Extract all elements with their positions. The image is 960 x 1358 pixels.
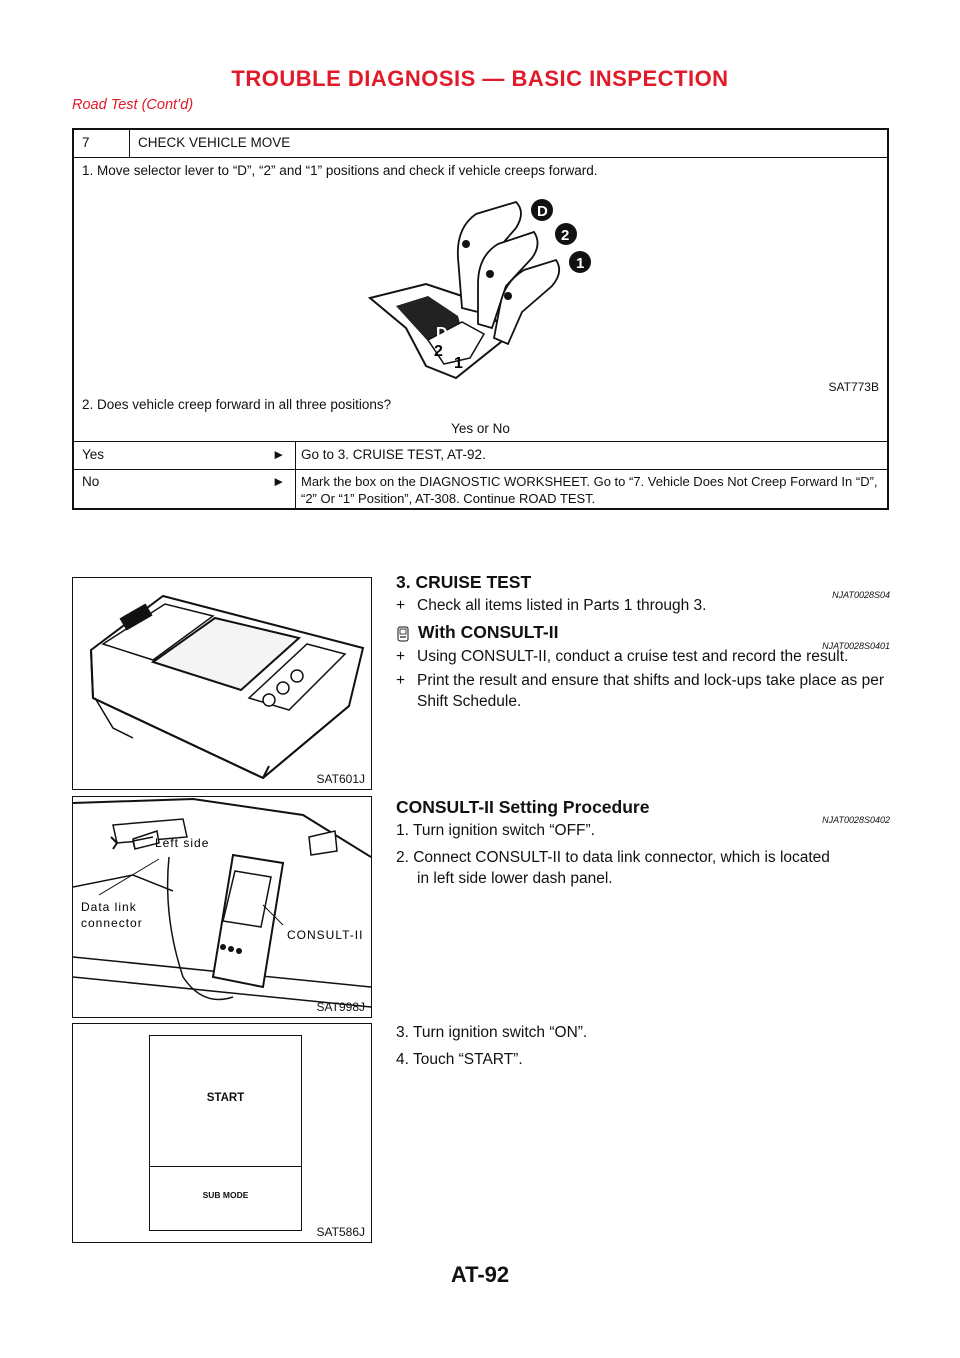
bullet-icon: + [396, 648, 406, 665]
sub-mode-label: SUB MODE [202, 1190, 249, 1200]
with-consult-title: With CONSULT-II [418, 622, 559, 642]
page-header-subtitle: Road Test (Cont’d) [72, 97, 194, 113]
consult-device-illustration [73, 578, 371, 789]
setting-step-2: 2. Connect CONSULT-II to data link connector, which is located in left side lower dash panel. [396, 849, 830, 887]
arrow-icon: ► [272, 474, 286, 489]
with-consult-ref: NJAT0028S0401 [822, 641, 890, 651]
label-consult: CONSULT-II [287, 928, 364, 942]
dash-panel-illustration [73, 797, 371, 1017]
step-item-1: 1. Move selector lever to “D”, “2” and “1” positions and check if vehicle creeps forward. [82, 163, 598, 178]
start-touch-area[interactable] [150, 1036, 301, 1167]
figure-code-sat998j: SAT998J [316, 1000, 365, 1014]
page-header-title: TROUBLE DIAGNOSIS — BASIC INSPECTION [231, 66, 729, 91]
gate-label-1: 1 [454, 355, 463, 372]
bullet-icon: + [396, 672, 406, 689]
sub-mode-touch-area[interactable] [150, 1166, 301, 1230]
label-connector: connector [81, 916, 143, 930]
action-no: Mark the box on the DIAGNOSTIC WORKSHEET. Go to “7. Vehicle Does Not Creep Forward In “D”, “2” Or “1” Position”, AT-308. Continue ROAD TEST. [301, 474, 878, 506]
cruise-test-title: 3. CRUISE TEST [396, 572, 532, 592]
label-data-link: Data link [81, 900, 137, 914]
start-screen-figure [72, 1023, 372, 1243]
lever-label-d: D [537, 203, 548, 220]
start-label: START [206, 1092, 245, 1104]
answer-no: No [82, 474, 100, 489]
gate-label-d: D [436, 325, 448, 342]
setting-step-4: 4. Touch “START”. [396, 1051, 523, 1068]
figure-code-sat601j: SAT601J [316, 772, 365, 786]
cruise-test-ref: NJAT0028S04 [832, 590, 890, 600]
bullet-icon: + [396, 597, 406, 614]
setting-procedure-title: CONSULT-II Setting Procedure [396, 797, 650, 817]
figure-code-sat586j: SAT586J [316, 1225, 365, 1239]
data-link-connector-figure [72, 796, 372, 1018]
cruise-bullet-2: + Using CONSULT-II, conduct a cruise test and record the result. [396, 648, 849, 665]
step-title: CHECK VEHICLE MOVE [138, 135, 291, 150]
arrow-icon: ► [272, 447, 286, 462]
setting-step-3: 3. Turn ignition switch “ON”. [396, 1024, 588, 1041]
consult-screen [149, 1035, 302, 1231]
diagnostic-step-box [72, 128, 889, 510]
label-left-side: Left side [155, 836, 210, 850]
yes-or-no-label: Yes or No [451, 421, 510, 436]
lever-label-1: 1 [576, 255, 585, 272]
setting-step-1: 1. Turn ignition switch “OFF”. [396, 822, 595, 839]
figure-code-sat773b: SAT773B [828, 380, 879, 394]
consult-icon [396, 626, 410, 642]
page-number: AT-92 [450, 1262, 510, 1287]
gate-label-2: 2 [434, 343, 443, 360]
cruise-bullet-1: + Check all items listed in Parts 1 through 3. [396, 597, 707, 614]
setting-procedure-ref: NJAT0028S0402 [822, 815, 890, 825]
consult-device-figure [72, 577, 372, 790]
lever-label-2: 2 [561, 227, 570, 244]
answer-yes: Yes [82, 447, 105, 462]
action-yes: Go to 3. CRUISE TEST, AT-92. [301, 447, 486, 462]
cruise-bullet-3: + Print the result and ensure that shifts and lock-ups take place as per Shift Schedule. [396, 672, 884, 710]
step-number: 7 [82, 135, 90, 150]
step-item-2: 2. Does vehicle creep forward in all three positions? [82, 397, 392, 412]
selector-lever-figure [366, 188, 606, 388]
